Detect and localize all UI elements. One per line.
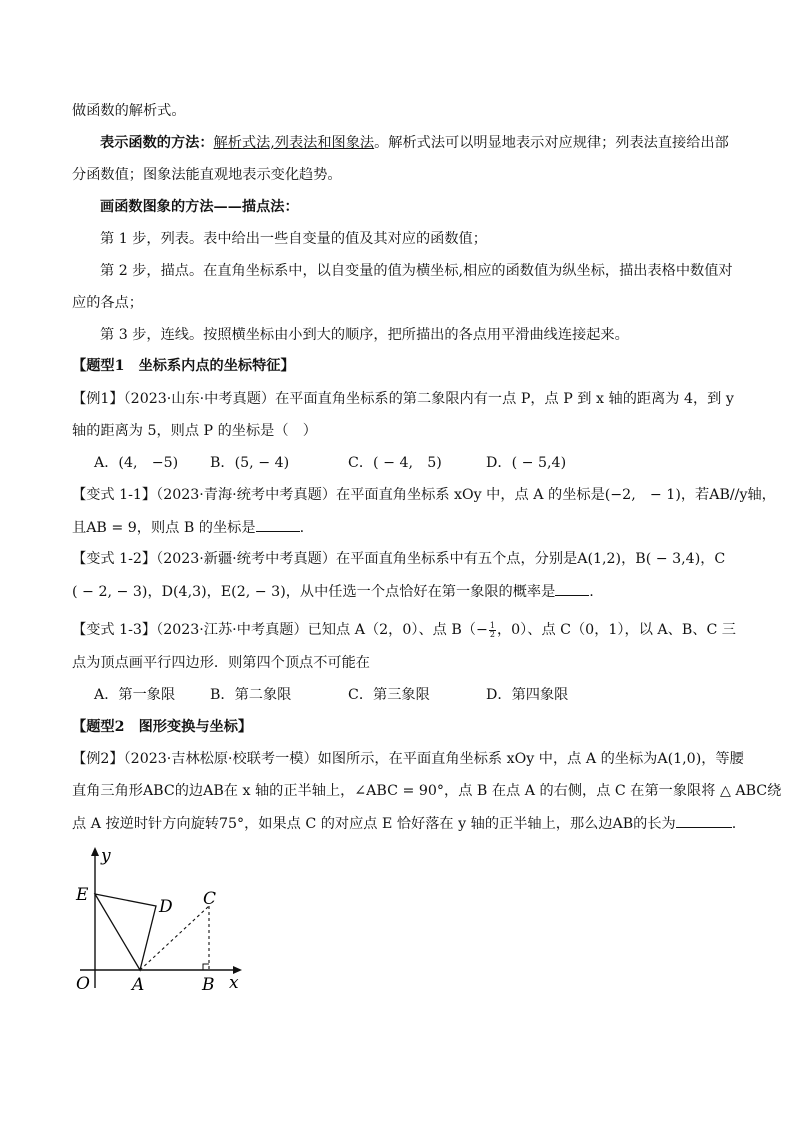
example-1-option-a: A．(4, −5) bbox=[94, 455, 179, 471]
variant-1-1-line1: 【变式 1-1】（2023·青海·统考中考真题）在平面直角坐标系 xOy 中，点 A 的坐标是(−2, − 1)，若AB//y轴， bbox=[72, 487, 776, 503]
answer-blank bbox=[256, 517, 300, 532]
variant-1-3-text-post: ，0）、点 C（0，1），以 A、B、C 三 bbox=[496, 622, 736, 638]
variant-1-3-option-b: B．第二象限 bbox=[210, 687, 292, 703]
label-x: x bbox=[229, 973, 239, 993]
step-1: 第 1 步，列表。表中给出一些自变量的值及其对应的函数值； bbox=[100, 231, 487, 247]
example-1-option-d: D．( − 5,4) bbox=[486, 455, 567, 471]
question-type-1-heading: 【题型1 坐标系内点的坐标特征】 bbox=[72, 358, 295, 374]
example-1-option-c: C．( − 4, 5) bbox=[348, 455, 442, 471]
variant-1-2-line2 bbox=[72, 581, 732, 602]
variant-1-3-text-pre: 【变式 1-3】（2023·江苏·中考真题）已知点 A（2，0）、点 B（− bbox=[72, 622, 488, 638]
example-1-options bbox=[94, 453, 754, 473]
label-d: D bbox=[159, 897, 173, 917]
fraction-one-half bbox=[489, 622, 496, 639]
step-2-line1: 第 2 步，描点。在直角坐标系中，以自变量的值为横坐标,相应的函数值为纵坐标，描出表格中数值对 bbox=[100, 263, 733, 279]
fraction-denominator: 2 bbox=[489, 629, 495, 639]
variant-1-3-options bbox=[94, 685, 754, 705]
step-3: 第 3 步，连线。按照横坐标由小到大的顺序，把所描出的各点用平滑曲线连接起来。 bbox=[100, 327, 629, 343]
example-2-line1: 【例2】（2023·吉林松原·校联考一模）如图所示，在平面直角坐标系 xOy 中，点 A 的坐标为A(1,0)，等腰 bbox=[72, 751, 744, 767]
label-a: A bbox=[132, 975, 145, 995]
variant-1-2-text: ( − 2, − 3)，D(4,3)，E(2, − 3)，从中任选一个点恰好在第一象限的概率是 bbox=[72, 584, 556, 600]
variant-1-2-period: . bbox=[589, 584, 594, 600]
variant-1-1-line2 bbox=[72, 517, 732, 538]
methods-text: 。解析式法可以明显地表示对应规律；列表法直接给出部 bbox=[374, 135, 729, 151]
example-2-line2: 直角三角形ABC的边AB在 x 轴的正半轴上，∠ABC = 90°，点 B 在点 A 的右侧，点 C 在第一象限将 △ ABC绕 bbox=[72, 783, 782, 799]
triangle-aed bbox=[95, 894, 156, 970]
question-type-2-heading: 【题型2 图形变换与坐标】 bbox=[72, 719, 253, 735]
step-2-line2: 应的各点； bbox=[72, 295, 143, 311]
paragraph-function-expression: 做函数的解析式。 bbox=[72, 103, 186, 119]
answer-blank bbox=[676, 813, 732, 828]
label-b: B bbox=[202, 975, 215, 995]
variant-1-3-option-a: A．第一象限 bbox=[94, 687, 176, 703]
example-1-line1: 【例1】（2023·山东·中考真题）在平面直角坐标系的第二象限内有一点 P，点 P 到 x 轴的距离为 4，到 y bbox=[72, 391, 734, 407]
methods-list: 解析式法,列表法和图象法 bbox=[213, 135, 375, 151]
example-2-text: 点 A 按逆时针方向旋转75°，如果点 C 的对应点 E 恰好落在 y 轴的正半轴上，那么边AB的长为 bbox=[72, 816, 676, 832]
variant-1-3-option-d: D．第四象限 bbox=[486, 687, 569, 703]
example-1-line2: 轴的距离为 5，则点 P 的坐标是（ ） bbox=[72, 423, 317, 439]
paragraph-plotting-heading: 画函数图象的方法——描点法： bbox=[100, 199, 299, 215]
answer-blank bbox=[555, 581, 589, 596]
coordinate-figure bbox=[70, 842, 260, 1002]
example-1-option-b: B．(5, − 4) bbox=[210, 455, 290, 471]
label-y: y bbox=[101, 846, 111, 866]
example-2-line3 bbox=[72, 813, 737, 834]
methods-label: 表示函数的方法： bbox=[100, 135, 214, 151]
label-c: C bbox=[203, 889, 217, 909]
paragraph-methods-line1 bbox=[100, 133, 732, 153]
variant-1-3-line1 bbox=[72, 620, 736, 640]
right-angle-marker bbox=[203, 964, 209, 970]
variant-1-2-line1: 【变式 1-2】（2023·新疆·统考中考真题）在平面直角坐标系中有五个点，分别是A(1,2)，B( − 3,4)，C bbox=[72, 551, 726, 567]
variant-1-3-line2: 点为顶点画平行四边形．则第四个顶点不可能在 bbox=[72, 655, 370, 671]
y-axis-arrow bbox=[91, 847, 99, 856]
fraction-numerator: 1 bbox=[489, 620, 495, 630]
variant-1-3-option-c: C．第三象限 bbox=[348, 687, 430, 703]
segment-ac-dashed bbox=[140, 906, 209, 970]
example-2-period: . bbox=[731, 816, 737, 832]
label-o: O bbox=[76, 974, 90, 994]
variant-1-1-period: . bbox=[299, 520, 305, 536]
variant-1-1-text: 且AB = 9，则点 B 的坐标是 bbox=[72, 520, 256, 536]
paragraph-methods-line2: 分函数值；图象法能直观地表示变化趋势。 bbox=[72, 167, 342, 183]
label-e: E bbox=[76, 885, 89, 905]
